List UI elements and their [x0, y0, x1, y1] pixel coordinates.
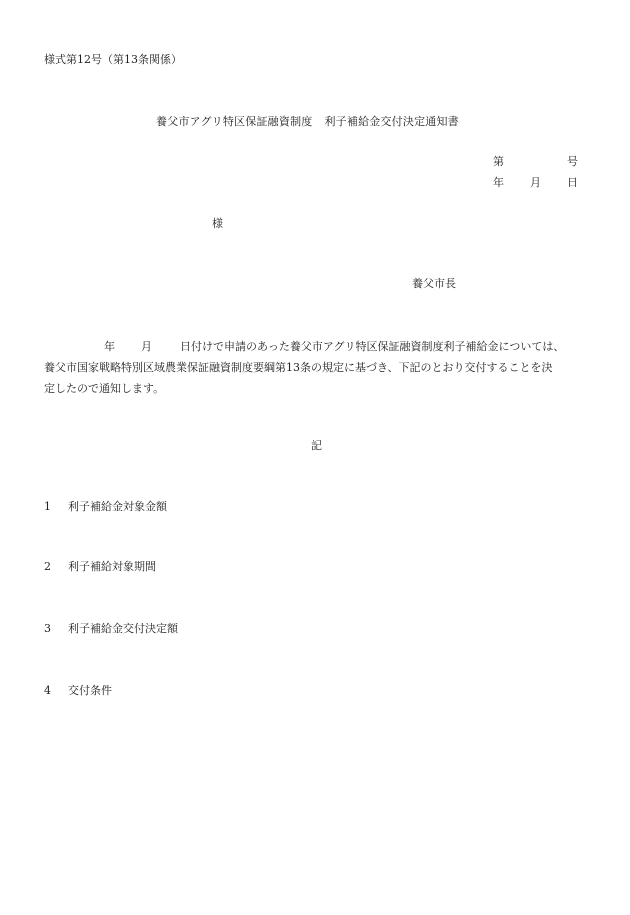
addressee-honorific: 様	[212, 217, 223, 230]
reference-number-prefix: 第	[493, 155, 504, 168]
issuer-name: 養父市長	[412, 277, 456, 290]
body-month-label: 月	[141, 340, 152, 353]
body-line-3: 定したので通知します。	[44, 382, 165, 395]
date-month-label: 月	[530, 176, 541, 189]
item-number: 2	[44, 560, 51, 573]
item-label: 交付条件	[68, 684, 112, 697]
body-line-2: 養父市国家戦略特別区域農業保証融資制度要綱第13条の規定に基づき、下記のとおり交付することを決	[44, 361, 553, 374]
item-label: 利子補給金交付決定額	[68, 622, 178, 635]
item-number: 4	[44, 684, 51, 697]
title-part-1: 養父市アグリ特区保証融資制度	[156, 115, 313, 128]
list-item	[44, 623, 178, 634]
body-text	[44, 336, 594, 399]
form-number: 様式第12号（第13条関係）	[44, 53, 182, 66]
body-line-1	[44, 336, 594, 357]
list-item	[44, 685, 112, 696]
item-number: 3	[44, 622, 51, 635]
title-part-2: 利子補給金交付決定通知書	[324, 115, 459, 128]
list-item	[44, 501, 167, 512]
item-number: 1	[44, 500, 51, 513]
ki-heading: 記	[311, 439, 322, 452]
item-label: 利子補給対象期間	[68, 560, 156, 573]
reference-number-suffix: 号	[567, 155, 578, 168]
date-day-label: 日	[567, 176, 578, 189]
list-item	[44, 561, 156, 572]
body-line-1-rest: 日付けで申請のあった養父市アグリ特区保証融資制度利子補給金については、	[180, 340, 565, 353]
date-year-label: 年	[493, 176, 504, 189]
body-year-label: 年	[104, 340, 115, 353]
document-title	[156, 116, 459, 127]
item-label: 利子補給金対象金額	[68, 500, 167, 513]
